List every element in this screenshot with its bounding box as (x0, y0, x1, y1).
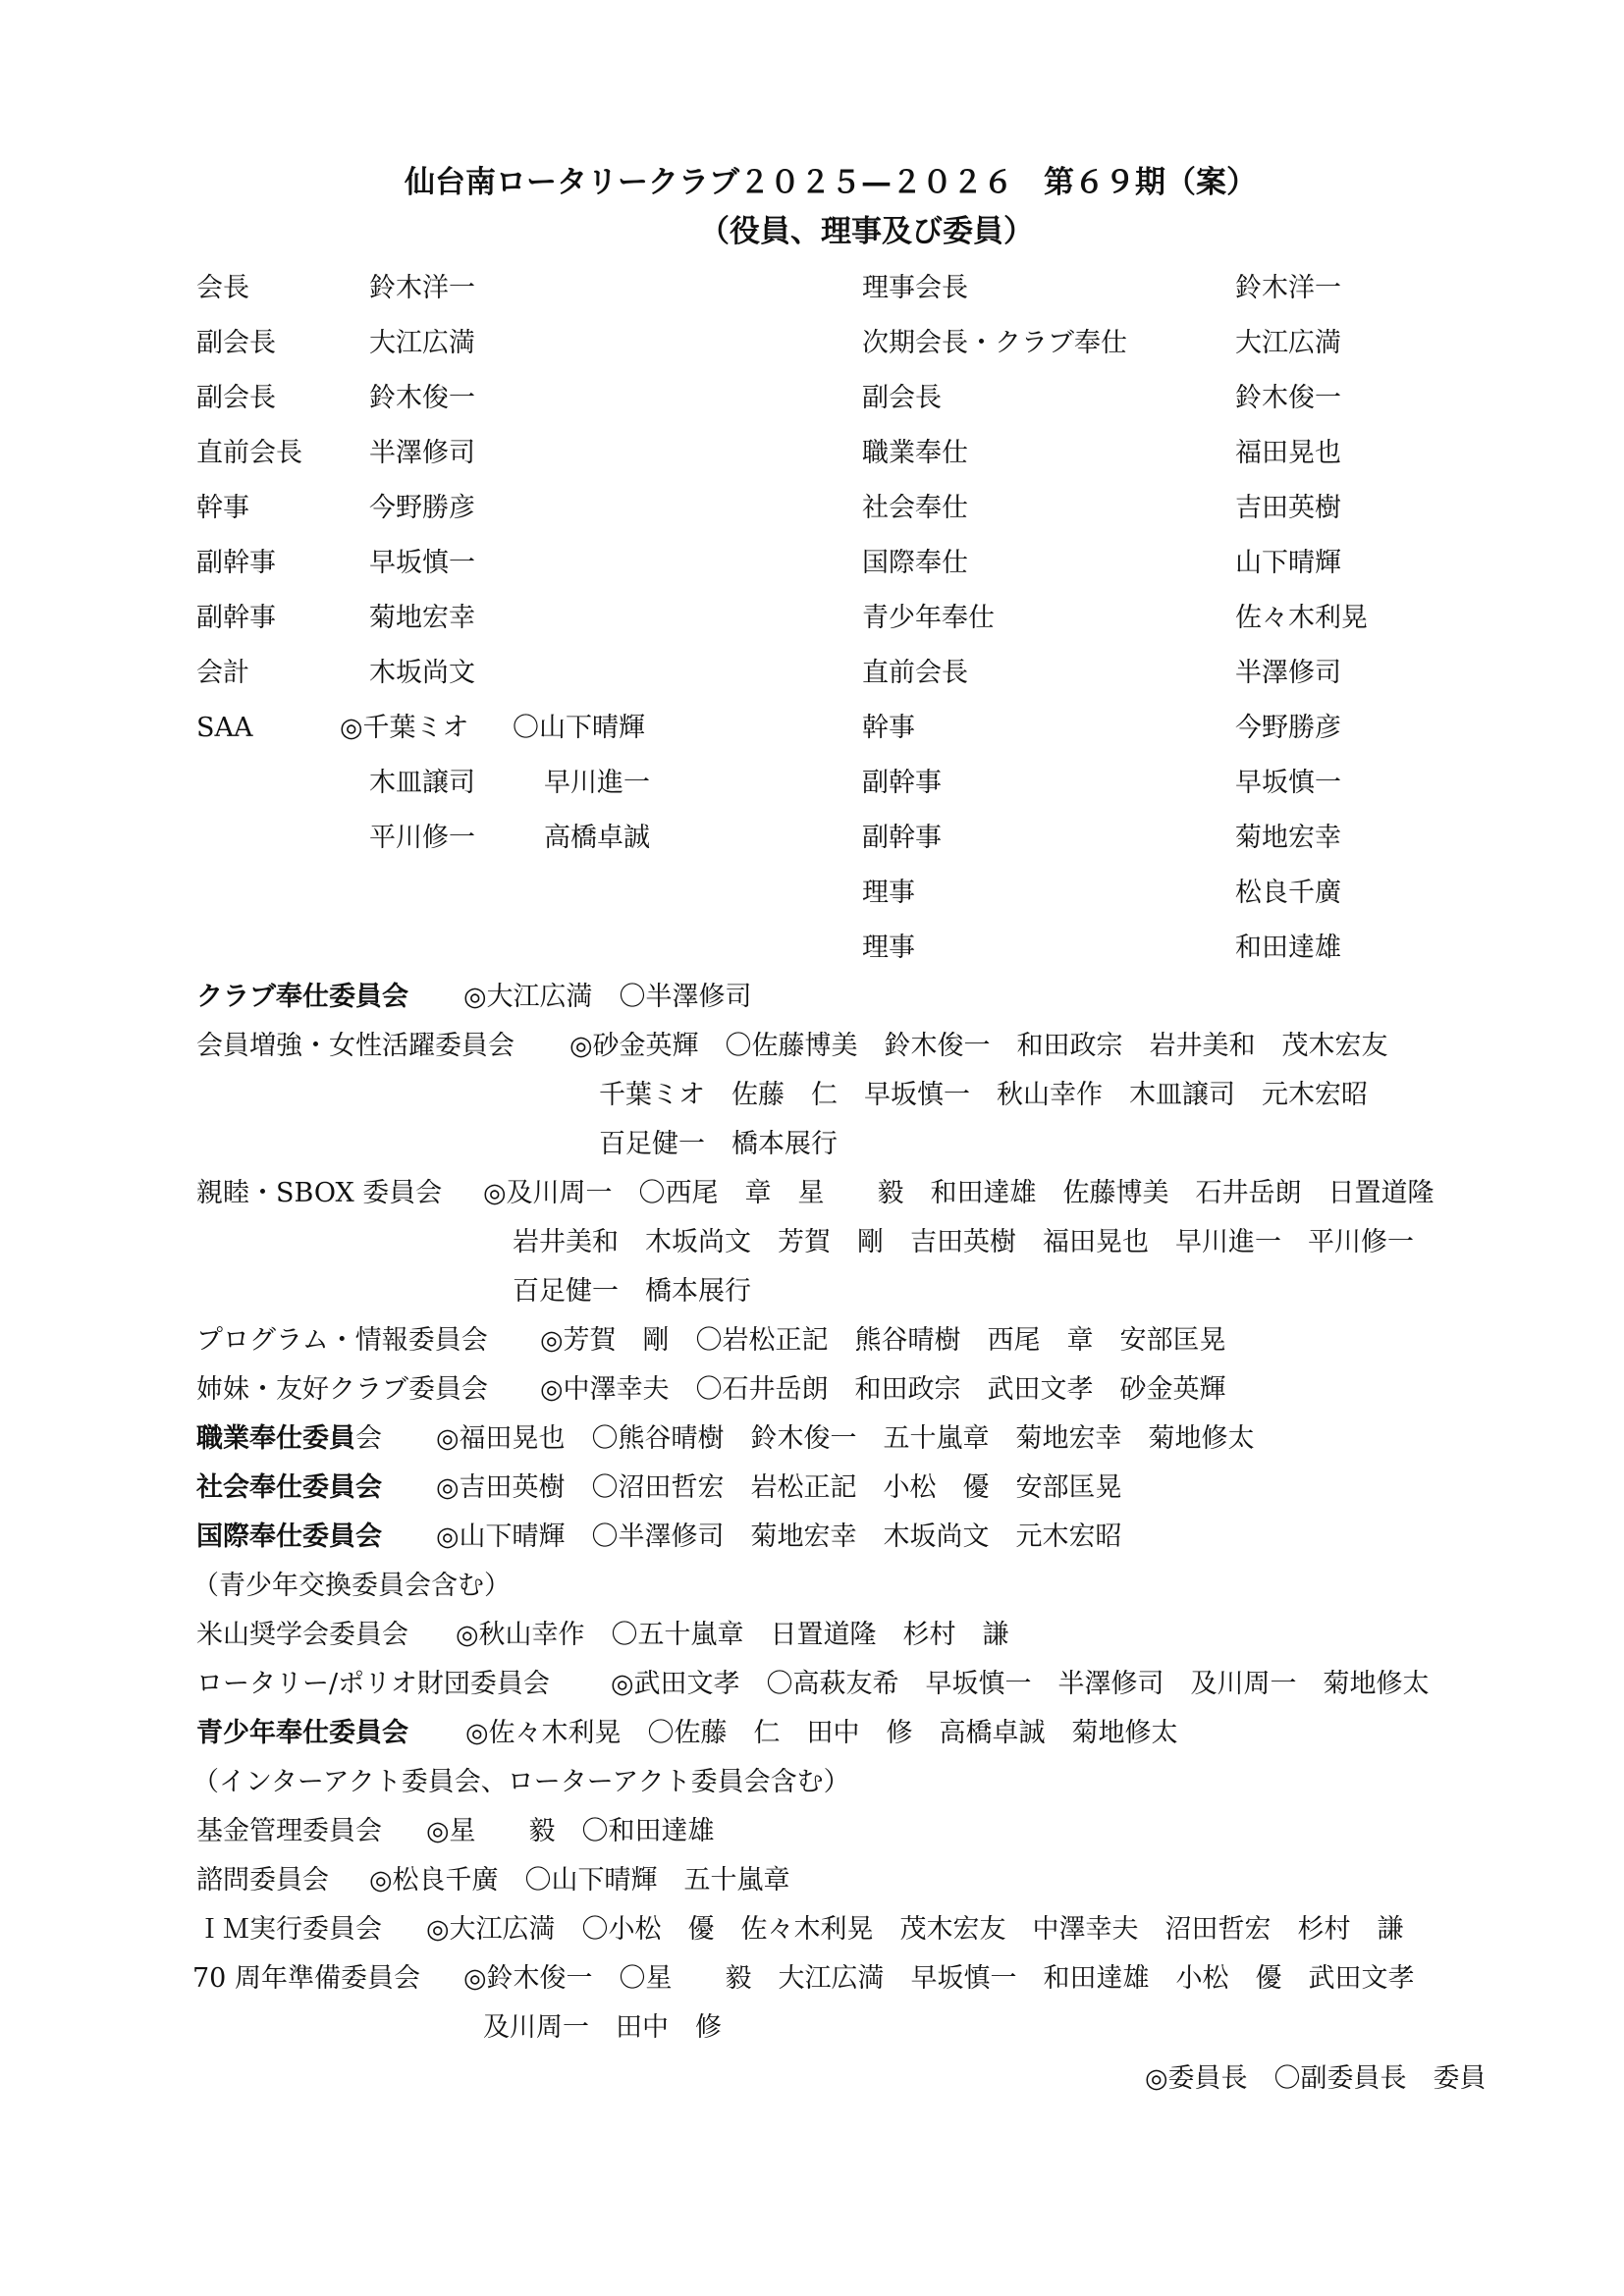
director-role: 次期会長・クラブ奉仕 (862, 328, 1127, 358)
committee-advisory-title: 諮問委員会 (196, 1865, 329, 1896)
committee-community-members: ◎吉田英樹 〇沼田哲宏 岩松正記 小松 優 安部匡晃 (436, 1472, 1122, 1503)
director-name: 早坂慎一 (1235, 768, 1341, 798)
saa-member: 早川進一 (544, 768, 650, 798)
officer-name: 菊地宏幸 (369, 603, 475, 633)
committee-sister-title: 姉妹・友好クラブ委員会 (196, 1374, 488, 1405)
saa-member: 木皿譲司 (369, 768, 475, 798)
committee-im-members: ◎大江広満 〇小松 優 佐々木利晃 茂木宏友 中澤幸夫 沼田哲宏 杉村 謙 (426, 1914, 1404, 1945)
saa-vice-chair: 〇山下晴輝 (513, 713, 645, 743)
officer-name: 木坂尚文 (369, 658, 475, 688)
committee-community-title: 社会奉仕委員会 (196, 1472, 382, 1503)
committee-anniversary-title: 70 周年準備委員会 (192, 1963, 420, 1994)
committee-foundation-title: ロータリー/ポリオ財団委員会 (196, 1669, 550, 1699)
officer-role: 会長 (196, 273, 249, 303)
director-name: 佐々木利晃 (1235, 603, 1368, 633)
director-role: 職業奉仕 (862, 438, 968, 468)
director-name: 吉田英樹 (1235, 493, 1341, 523)
officer-role: 副幹事 (196, 548, 276, 578)
committee-program-title: プログラム・情報委員会 (196, 1325, 488, 1356)
director-name: 福田晃也 (1235, 438, 1341, 468)
officer-name: 早坂慎一 (369, 548, 475, 578)
director-name: 半澤修司 (1235, 658, 1341, 688)
director-role: 副幹事 (862, 768, 942, 798)
committee-foundation-members: ◎武田文孝 〇高萩友希 早坂慎一 半澤修司 及川周一 菊地修太 (611, 1669, 1430, 1699)
officer-name: 鈴木洋一 (369, 273, 475, 303)
committee-im-title: ＩＭ実行委員会 (196, 1914, 382, 1945)
committee-fund-members: ◎星 毅 〇和田達雄 (426, 1816, 715, 1846)
director-name: 松良千廣 (1235, 878, 1341, 908)
director-name: 山下晴輝 (1235, 548, 1341, 578)
director-name: 鈴木俊一 (1235, 383, 1341, 413)
officer-role: 直前会長 (196, 438, 302, 468)
committee-yoneyama-title: 米山奨学会委員会 (196, 1620, 408, 1650)
director-name: 鈴木洋一 (1235, 273, 1341, 303)
committee-membership-members: 百足健一 橋本展行 (599, 1129, 838, 1159)
committee-club-title: クラブ奉仕委員会 (196, 982, 408, 1012)
director-name: 大江広満 (1235, 328, 1341, 358)
committee-international-note: （青少年交換委員会含む） (192, 1571, 511, 1601)
committee-vocational-members: ◎福田晃也 〇熊谷晴樹 鈴木俊一 五十嵐章 菊地宏幸 菊地修太 (436, 1423, 1255, 1454)
officer-role: 副会長 (196, 328, 276, 358)
director-role: 社会奉仕 (862, 493, 968, 523)
committee-membership-members: 千葉ミオ 佐藤 仁 早坂慎一 秋山幸作 木皿譲司 元木宏昭 (599, 1080, 1368, 1110)
committee-vocational-title-rest: 会 (355, 1423, 382, 1454)
page-title: 仙台南ロータリークラブ２０２５—２０２６ 第６９期（案） (405, 165, 1257, 200)
director-role: 理事 (862, 933, 915, 963)
committee-fellowship-members: 百足健一 橋本展行 (513, 1276, 751, 1307)
saa-member: 平川修一 (369, 823, 475, 853)
committee-youth-members: ◎佐々木利晃 〇佐藤 仁 田中 修 高橋卓誠 菊地修太 (465, 1718, 1178, 1748)
officer-role: 副会長 (196, 383, 276, 413)
committee-international-title: 国際奉仕委員会 (196, 1522, 382, 1552)
committee-sister-members: ◎中澤幸夫 〇石井岳朗 和田政宗 武田文孝 砂金英輝 (540, 1374, 1226, 1405)
director-role: 幹事 (862, 713, 915, 743)
committee-yoneyama-members: ◎秋山幸作 〇五十嵐章 日置道隆 杉村 謙 (456, 1620, 1009, 1650)
officer-name: 今野勝彦 (369, 493, 475, 523)
director-role: 青少年奉仕 (862, 603, 995, 633)
committee-anniversary-members: ◎鈴木俊一 〇星 毅 大江広満 早坂慎一 和田達雄 小松 優 武田文孝 (463, 1963, 1415, 1994)
officer-name: 半澤修司 (369, 438, 475, 468)
director-name: 和田達雄 (1235, 933, 1341, 963)
committee-fellowship-title: 親睦・SBOX 委員会 (196, 1178, 443, 1208)
officer-role: 副幹事 (196, 603, 276, 633)
officer-role: 幹事 (196, 493, 249, 523)
committee-fellowship-members: ◎及川周一 〇西尾 章 星 毅 和田達雄 佐藤博美 石井岳朗 日置道隆 (483, 1178, 1435, 1208)
committee-vocational-title (196, 1423, 382, 1455)
committee-club-members: ◎大江広満 〇半澤修司 (463, 982, 752, 1012)
saa-role: SAA (196, 713, 253, 743)
saa-chair: ◎千葉ミオ (340, 713, 469, 743)
director-role: 国際奉仕 (862, 548, 968, 578)
committee-youth-note: （インターアクト委員会、ローターアクト委員会含む） (192, 1767, 850, 1797)
director-role: 副幹事 (862, 823, 942, 853)
director-role: 直前会長 (862, 658, 968, 688)
committee-youth-title: 青少年奉仕委員会 (196, 1718, 408, 1748)
committee-membership-title: 会員増強・女性活躍委員会 (196, 1031, 514, 1061)
director-role: 理事会長 (862, 273, 968, 303)
committee-fund-title: 基金管理委員会 (196, 1816, 382, 1846)
director-name: 今野勝彦 (1235, 713, 1341, 743)
committee-advisory-members: ◎松良千廣 〇山下晴輝 五十嵐章 (369, 1865, 790, 1896)
director-role: 副会長 (862, 383, 942, 413)
officer-role: 会計 (196, 658, 249, 688)
director-name: 菊地宏幸 (1235, 823, 1341, 853)
officer-name: 大江広満 (369, 328, 475, 358)
committee-membership-members: ◎砂金英輝 〇佐藤博美 鈴木俊一 和田政宗 岩井美和 茂木宏友 (569, 1031, 1388, 1061)
committee-fellowship-members: 岩井美和 木坂尚文 芳賀 剛 吉田英樹 福田晃也 早川進一 平川修一 (513, 1227, 1414, 1257)
committee-vocational-title-bold: 職業奉仕委員 (196, 1423, 355, 1454)
director-role: 理事 (862, 878, 915, 908)
officer-name: 鈴木俊一 (369, 383, 475, 413)
committee-program-members: ◎芳賀 剛 〇岩松正記 熊谷晴樹 西尾 章 安部匡晃 (540, 1325, 1226, 1356)
legend: ◎委員長 〇副委員長 委員 (1145, 2063, 1487, 2094)
committee-anniversary-members: 及川周一 田中 修 (483, 2012, 722, 2043)
page-subtitle: （役員、理事及び委員） (699, 214, 1034, 249)
saa-member: 高橋卓誠 (544, 823, 650, 853)
committee-international-members: ◎山下晴輝 〇半澤修司 菊地宏幸 木坂尚文 元木宏昭 (436, 1522, 1122, 1552)
